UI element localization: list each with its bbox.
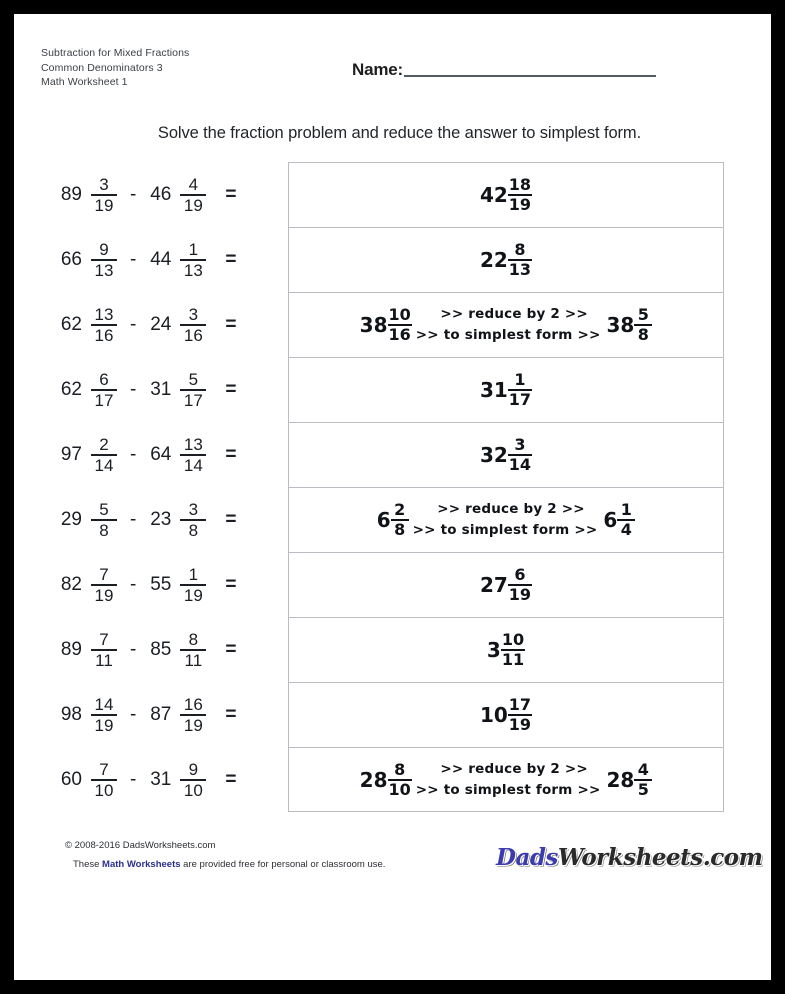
answer-cell[interactable] xyxy=(288,227,724,292)
right-denominator: 8 xyxy=(188,520,199,540)
reduce-answer xyxy=(289,499,723,541)
right-numerator: 8 xyxy=(188,629,199,649)
answer-whole: 38 xyxy=(359,313,388,337)
fraction xyxy=(91,631,117,669)
right-numerator: 4 xyxy=(188,174,199,194)
minus-operator: - xyxy=(130,183,137,205)
left-numerator: 13 xyxy=(94,304,114,324)
copyright-text xyxy=(65,836,386,870)
problem-expression xyxy=(41,292,288,357)
right-denominator: 19 xyxy=(183,715,203,735)
answer-numerator: 8 xyxy=(394,759,406,779)
problem-expression xyxy=(41,552,288,617)
answer-numerator: 10 xyxy=(501,630,525,649)
right-whole-number: 85 xyxy=(150,638,172,660)
answer-mixed-number xyxy=(606,307,652,343)
right-whole-number: 23 xyxy=(150,508,172,530)
right-denominator: 13 xyxy=(183,260,203,280)
reduce-note-top: >> reduce by 2 >> xyxy=(440,306,588,323)
fraction xyxy=(91,566,117,604)
right-whole-number: 31 xyxy=(150,378,172,400)
answer-numerator: 10 xyxy=(388,305,411,324)
worksheet-header xyxy=(14,14,771,104)
left-whole-number: 62 xyxy=(60,378,82,400)
right-denominator: 16 xyxy=(183,325,203,345)
right-numerator: 13 xyxy=(183,434,203,454)
fraction xyxy=(91,241,117,279)
answer-cell[interactable] xyxy=(288,487,724,552)
equals-sign: = xyxy=(225,443,237,465)
right-denominator: 17 xyxy=(183,390,203,410)
worksheet-footer xyxy=(41,836,763,896)
right-whole-number: 64 xyxy=(150,443,172,465)
answer-mixed-number xyxy=(377,502,409,538)
left-whole-number: 97 xyxy=(60,443,82,465)
problem-row xyxy=(41,747,724,812)
answer-fraction xyxy=(501,632,525,668)
left-numerator: 9 xyxy=(99,239,109,259)
answer-fraction xyxy=(508,177,532,213)
left-whole-number: 60 xyxy=(60,768,82,790)
answer-whole: 6 xyxy=(376,508,391,532)
math-worksheets-link[interactable]: Math Worksheets xyxy=(102,859,181,870)
copyright-line: © 2008-2016 DadsWorksheets.com xyxy=(65,840,216,851)
answer-mixed-number xyxy=(480,697,532,733)
minus-operator: - xyxy=(130,248,137,270)
left-numerator: 3 xyxy=(99,174,109,194)
problem-row xyxy=(41,487,724,552)
answer-denominator: 10 xyxy=(388,779,411,799)
usage-line xyxy=(73,855,385,874)
answer-fraction xyxy=(508,242,532,278)
answer-mixed-number xyxy=(359,759,412,799)
fraction xyxy=(180,241,206,279)
problem-expression xyxy=(41,422,288,487)
answer-fraction xyxy=(388,759,412,799)
instructions-text: Solve the fraction problem and reduce the answer to simplest form. xyxy=(157,124,642,142)
left-denominator: 17 xyxy=(94,390,114,410)
answer-mixed-number xyxy=(603,502,635,538)
equals-sign: = xyxy=(225,768,237,790)
reduce-notes xyxy=(413,499,598,541)
left-denominator: 8 xyxy=(99,520,109,540)
right-denominator: 11 xyxy=(184,650,203,670)
minus-operator: - xyxy=(130,313,137,335)
problem-row xyxy=(41,422,724,487)
answer-fraction xyxy=(508,437,532,473)
problem-expression xyxy=(41,617,288,682)
answer-whole: 3 xyxy=(486,638,501,662)
fraction xyxy=(91,371,117,409)
problem-row xyxy=(41,162,724,227)
left-whole-number: 62 xyxy=(60,313,82,335)
worksheet-number: Math Worksheet 1 xyxy=(41,76,128,88)
reduce-notes xyxy=(416,304,601,346)
answer-fraction xyxy=(508,697,532,733)
right-numerator: 5 xyxy=(188,369,199,389)
answer-fraction xyxy=(634,307,652,343)
answer-mixed-number xyxy=(487,632,525,668)
left-numerator: 5 xyxy=(99,499,109,519)
fraction xyxy=(180,631,206,669)
answer-numerator: 1 xyxy=(620,500,632,519)
problem-expression xyxy=(41,487,288,552)
answer-cell[interactable] xyxy=(288,357,724,422)
left-denominator: 11 xyxy=(95,650,113,670)
right-numerator: 9 xyxy=(188,759,199,779)
answer-whole: 22 xyxy=(479,248,508,272)
right-denominator: 14 xyxy=(183,455,203,475)
answer-mixed-number xyxy=(480,372,532,408)
left-denominator: 14 xyxy=(94,455,114,475)
answer-mixed-number xyxy=(480,177,532,213)
right-whole-number: 55 xyxy=(150,573,172,595)
answer-fraction xyxy=(617,502,635,538)
answer-numerator: 18 xyxy=(508,175,532,194)
right-whole-number: 31 xyxy=(150,768,172,790)
answer-numerator: 6 xyxy=(514,565,526,584)
problem-expression xyxy=(41,227,288,292)
problem-row xyxy=(41,552,724,617)
problem-expression xyxy=(41,682,288,747)
answer-cell[interactable] xyxy=(288,422,724,487)
left-whole-number: 29 xyxy=(60,508,82,530)
left-denominator: 13 xyxy=(94,260,114,280)
left-denominator: 19 xyxy=(94,195,114,215)
answer-mixed-number xyxy=(480,242,532,278)
fraction xyxy=(180,436,206,474)
answer-numerator: 3 xyxy=(514,435,526,454)
answer-denominator: 8 xyxy=(637,325,649,344)
answer-cell[interactable] xyxy=(288,682,724,747)
answer-cell[interactable] xyxy=(288,617,724,682)
fraction xyxy=(180,176,206,214)
minus-operator: - xyxy=(130,378,137,400)
right-numerator: 3 xyxy=(188,499,199,519)
problem-row xyxy=(41,227,724,292)
right-numerator: 1 xyxy=(188,239,199,259)
answer-numerator: 5 xyxy=(637,305,649,324)
answer-numerator: 1 xyxy=(514,370,526,389)
answer-denominator: 5 xyxy=(637,779,649,799)
answer-whole: 38 xyxy=(606,313,635,337)
minus-operator: - xyxy=(130,573,137,595)
answer-mixed-number xyxy=(360,307,412,343)
answer-whole: 32 xyxy=(479,443,508,467)
right-denominator: 19 xyxy=(183,585,203,605)
problem-expression xyxy=(41,357,288,422)
right-whole-number: 46 xyxy=(150,183,172,205)
fraction xyxy=(91,436,117,474)
right-whole-number: 87 xyxy=(150,703,172,725)
fraction xyxy=(91,696,117,734)
name-field-row xyxy=(352,60,656,80)
minus-operator: - xyxy=(130,638,137,660)
right-denominator: 19 xyxy=(183,195,203,215)
fraction xyxy=(91,761,117,799)
problem-row xyxy=(41,357,724,422)
answer-denominator: 14 xyxy=(508,455,532,474)
problem-expression xyxy=(41,162,288,227)
answer-denominator: 16 xyxy=(388,325,411,344)
minus-operator: - xyxy=(130,768,137,790)
answer-denominator: 19 xyxy=(508,585,532,604)
answer-denominator: 11 xyxy=(501,650,525,669)
answer-numerator: 17 xyxy=(508,695,532,714)
dadsworksheets-logo[interactable] xyxy=(496,841,763,875)
equals-sign: = xyxy=(225,703,237,725)
answer-whole: 27 xyxy=(479,573,508,597)
reduce-note-top: >> reduce by 2 >> xyxy=(437,501,585,518)
problem-row xyxy=(41,292,724,357)
answer-whole: 10 xyxy=(479,703,508,727)
left-numerator: 14 xyxy=(94,694,114,714)
left-numerator: 7 xyxy=(99,564,109,584)
fraction xyxy=(180,501,206,539)
answer-fraction xyxy=(508,567,532,603)
problem-row xyxy=(41,682,724,747)
answer-fraction xyxy=(508,372,532,408)
right-denominator: 10 xyxy=(183,780,203,800)
worksheet-subtopic: Common Denominators 3 xyxy=(41,61,163,74)
answer-numerator: 8 xyxy=(514,240,526,259)
worksheet-title-block xyxy=(41,46,189,90)
right-whole-number: 44 xyxy=(150,248,172,270)
reduce-notes xyxy=(416,759,601,801)
answer-fraction xyxy=(391,502,409,538)
answer-cell[interactable] xyxy=(288,162,724,227)
reduce-answer xyxy=(289,304,723,346)
answer-denominator: 4 xyxy=(620,520,632,539)
fraction xyxy=(180,566,206,604)
fraction xyxy=(180,761,206,799)
answer-whole: 6 xyxy=(603,508,618,532)
fraction xyxy=(180,371,206,409)
left-denominator: 16 xyxy=(94,325,114,345)
usage-prefix: These xyxy=(73,859,103,870)
left-numerator: 7 xyxy=(99,759,109,779)
answer-denominator: 13 xyxy=(508,260,532,279)
answer-whole: 31 xyxy=(479,378,508,402)
worksheet-paper xyxy=(14,14,771,980)
equals-sign: = xyxy=(225,378,237,400)
answer-numerator: 2 xyxy=(394,500,406,519)
reduce-note-bottom: >> to simplest form >> xyxy=(415,781,601,798)
fraction xyxy=(91,306,117,344)
left-denominator: 10 xyxy=(94,780,114,800)
left-whole-number: 66 xyxy=(60,248,82,270)
fraction xyxy=(91,176,117,214)
equals-sign: = xyxy=(225,573,237,595)
left-numerator: 6 xyxy=(99,369,109,389)
answer-fraction xyxy=(634,759,652,799)
answer-whole: 42 xyxy=(479,183,508,207)
left-numerator: 2 xyxy=(99,434,109,454)
minus-operator: - xyxy=(130,703,137,725)
problem-row xyxy=(41,617,724,682)
left-denominator: 19 xyxy=(94,715,114,735)
right-numerator: 3 xyxy=(188,304,199,324)
fraction xyxy=(91,501,117,539)
answer-denominator: 17 xyxy=(508,390,532,409)
worksheet-topic: Subtraction for Mixed Fractions xyxy=(41,47,190,59)
fraction xyxy=(180,696,206,734)
answer-mixed-number xyxy=(606,759,652,799)
minus-operator: - xyxy=(130,443,137,465)
answer-cell[interactable] xyxy=(288,292,724,357)
right-numerator: 1 xyxy=(188,564,199,584)
answer-mixed-number xyxy=(480,567,532,603)
left-numerator: 7 xyxy=(99,629,109,649)
reduce-note-bottom: >> to simplest form >> xyxy=(415,327,601,343)
left-whole-number: 98 xyxy=(60,703,82,725)
reduce-note-top: >> reduce by 2 >> xyxy=(440,760,588,777)
answer-cell[interactable] xyxy=(288,552,724,617)
reduce-note-bottom: >> to simplest form >> xyxy=(412,522,598,538)
answer-mixed-number xyxy=(480,437,532,473)
name-input-line[interactable] xyxy=(404,75,656,77)
answer-denominator: 19 xyxy=(508,715,532,734)
logo-text-dads: Dads xyxy=(496,844,558,871)
left-whole-number: 89 xyxy=(60,183,82,205)
usage-suffix: are provided free for personal or classroom use. xyxy=(180,859,386,870)
answer-whole: 28 xyxy=(359,767,388,792)
answer-denominator: 8 xyxy=(394,520,406,539)
problem-expression xyxy=(41,747,288,812)
left-whole-number: 89 xyxy=(60,638,82,660)
answer-cell[interactable] xyxy=(288,747,724,812)
fraction xyxy=(180,306,206,344)
minus-operator: - xyxy=(130,508,137,530)
name-label: Name: xyxy=(352,60,403,79)
equals-sign: = xyxy=(225,248,237,270)
answer-numerator: 4 xyxy=(637,759,649,779)
answer-whole: 28 xyxy=(606,767,635,792)
right-whole-number: 24 xyxy=(150,313,172,335)
right-numerator: 16 xyxy=(183,694,203,714)
logo-text-worksheets: Worksheets.com xyxy=(557,844,763,871)
answer-denominator: 19 xyxy=(508,195,532,214)
equals-sign: = xyxy=(225,183,237,205)
answer-fraction xyxy=(388,307,412,343)
reduce-answer xyxy=(289,759,723,801)
equals-sign: = xyxy=(225,638,237,660)
left-whole-number: 82 xyxy=(60,573,82,595)
problem-list xyxy=(41,162,724,812)
left-denominator: 19 xyxy=(94,585,114,605)
equals-sign: = xyxy=(225,313,237,335)
equals-sign: = xyxy=(225,508,237,530)
